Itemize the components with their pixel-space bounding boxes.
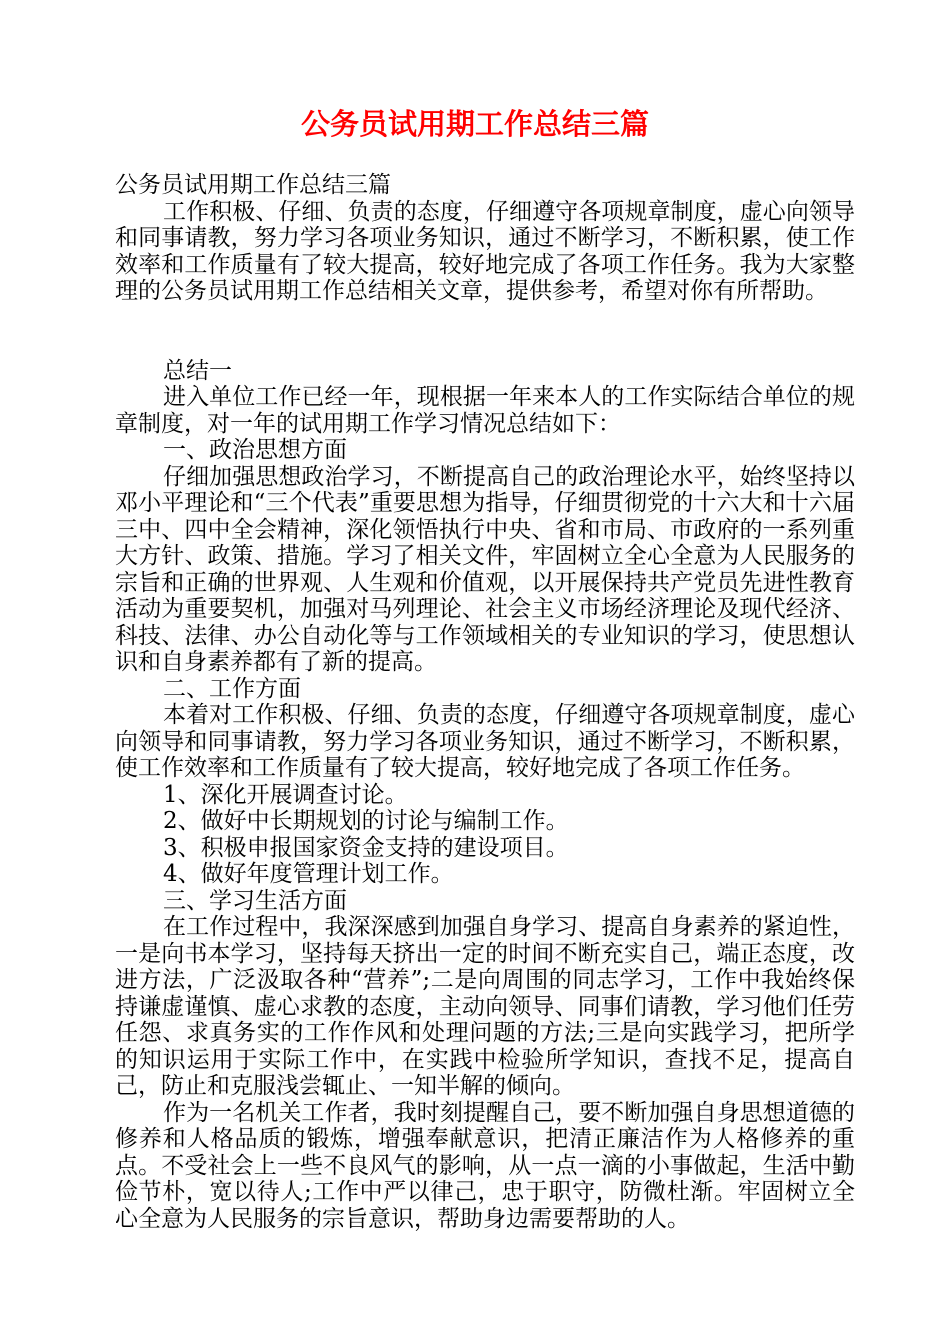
politics-paragraph: 仔细加强思想政治学习，不断提高自己的政治理论水平，始终坚持以邓小平理论和“三个代表”重要思想为指导，仔细贯彻党的十六大和十六届三中、四中全会精神，深化领悟执行中央、省和市局、市政府的一系列重大方针、政策、措施。学习了相关文件，牢固树立全心全意为人民服务的宗旨和正确的世界观、人生观和价值观，以开展保持共产党员先进性教育活动为重要契机，加强对马列理论、社会主义市场经济理论及现代经济、科技、法律、办公自动化等与工作领域相关的专业知识的学习，使思想认识和自身素养都有了新的提高。 (115, 463, 855, 675)
list-item: 4、做好年度管理计划工作。 (163, 861, 454, 887)
list-item: 3、积极申报国家资金支持的建设项目。 (163, 834, 569, 861)
subsection-heading-work: 二、工作方面 (163, 675, 301, 702)
subsection-heading-politics: 一、政治思想方面 (163, 437, 347, 463)
study-paragraph: 在工作过程中，我深深感到加强自身学习、提高自身素养的紧迫性，一是向书本学习，坚持每天挤出一定的时间不断充实自己，端正态度，改进方法，广泛汲取各种“营养”;二是向周围的同志学习，工作中我始终保持谦虚谨慎、虚心求教的态度，主动向领导、同事们请教，学习他们任劳任怨、求真务实的工作作风和处理问题的方法;三是向实践学习，把所学的知识运用于实际工作中，在实践中检验所学知识，查找不足，提高自己，防止和克服浅尝辄止、一知半解的倾向。 (115, 914, 855, 1099)
closing-paragraph: 作为一名机关工作者，我时刻提醒自己，要不断加强自身思想道德的修养和人格品质的锻炼，增强奉献意识，把清正廉洁作为人格修养的重点。不受社会上一些不良风气的影响，从一点一滴的小事做起，生活中勤俭节朴，宽以待人;工作中严以律己，忠于职守，防微杜渐。牢固树立全心全意为人民服务的宗旨意识，帮助身边需要帮助的人。 (115, 1099, 855, 1232)
subsection-heading-study: 三、学习生活方面 (163, 887, 347, 914)
list-item: 2、做好中长期规划的讨论与编制工作。 (163, 808, 569, 834)
document-heading: 公务员试用期工作总结三篇 (115, 172, 391, 198)
section-label: 总结一 (163, 357, 232, 384)
work-paragraph: 本着对工作积极、仔细、负责的态度，仔细遵守各项规章制度，虚心向领导和同事请教，努力学习各项业务知识，通过不断学习，不断积累，使工作效率和工作质量有了较大提高，较好地完成了各项工作任务。 (115, 702, 855, 781)
document-title: 公务员试用期工作总结三篇 (300, 107, 649, 141)
section-intro-paragraph: 进入单位工作已经一年，现根据一年来本人的工作实际结合单位的规章制度，对一年的试用期工作学习情况总结如下： (115, 384, 855, 437)
list-item: 1、深化开展调查讨论。 (163, 781, 408, 808)
section-gap (115, 305, 855, 358)
document-body (115, 172, 855, 1232)
intro-paragraph: 工作积极、仔细、负责的态度，仔细遵守各项规章制度，虚心向领导和同事请教，努力学习各项业务知识，通过不断学习，不断积累，使工作效率和工作质量有了较大提高，较好地完成了各项工作任务。我为大家整理的公务员试用期工作总结相关文章，提供参考，希望对你有所帮助。 (115, 198, 855, 304)
